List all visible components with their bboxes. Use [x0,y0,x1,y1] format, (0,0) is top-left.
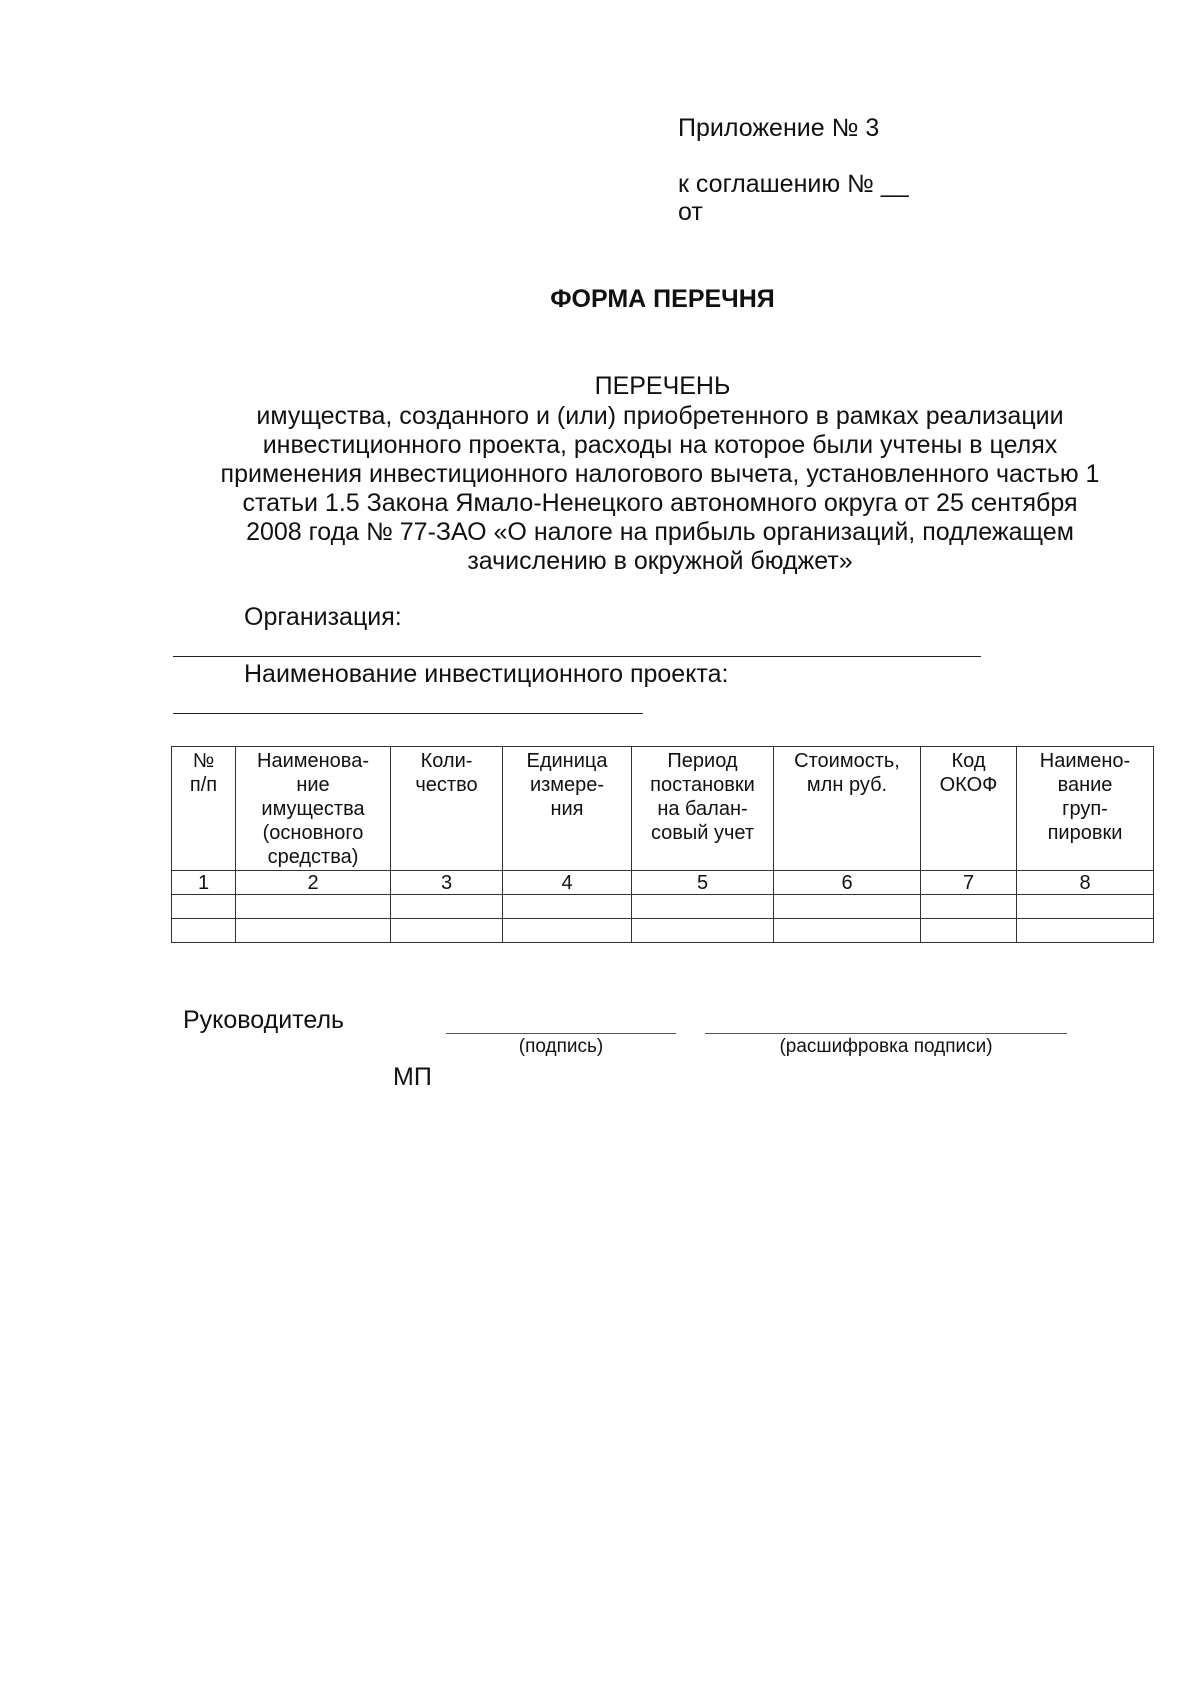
table-cell [391,895,503,919]
signer-label: Руководитель [183,1006,345,1034]
table-cell [172,919,236,943]
signature-caption: (подпись) [518,1036,604,1057]
agreement-reference [678,170,938,226]
description-line: статьи 1.5 Закона Ямало-Ненецкого автономного округа от 25 сентября [242,489,1078,517]
table-cell [774,895,921,919]
header-balance-period: Период постановки на балан- совый учет [632,747,774,871]
table-row [172,919,1154,943]
column-number: 5 [632,871,774,895]
header-number: № п/п [172,747,236,871]
table-row [172,895,1154,919]
appendix-label: Приложение № 3 [678,114,880,142]
description-line: инвестиционного проекта, расходы на которое были учтены в целях [262,431,1058,459]
description-line: 2008 года № 77-ЗАО «О налоге на прибыль организаций, подлежащем [246,518,1074,546]
table-cell [774,919,921,943]
table-cell [921,919,1017,943]
description-line: имущества, созданного и (или) приобретенного в рамках реализации [256,402,1064,430]
header-group-name: Наимено- вание груп- пировки [1017,747,1154,871]
column-number: 1 [172,871,236,895]
organization-label: Организация: [244,603,402,631]
form-title: ФОРМА ПЕРЕЧНЯ [550,285,775,313]
signature-decode-caption: (расшифровка подписи) [779,1036,993,1057]
assets-table [171,746,1154,943]
column-number: 8 [1017,871,1154,895]
list-heading: ПЕРЕЧЕНЬ [594,372,731,400]
description-line: применения инвестиционного налогового вычета, установленного частью 1 [220,460,1100,488]
column-number-row [172,871,1154,895]
column-number: 4 [503,871,632,895]
list-description [170,402,1150,576]
table-cell [1017,895,1154,919]
column-number: 6 [774,871,921,895]
table-cell [236,895,391,919]
column-number: 2 [236,871,391,895]
project-name-fill-line [173,713,643,714]
signature-decode-line [705,1033,1067,1034]
column-number: 3 [391,871,503,895]
header-unit: Единица измере- ния [503,747,632,871]
header-asset-name: Наименова- ние имущества (основного средства) [236,747,391,871]
agreement-number-line: к соглашению № __ [678,170,909,198]
table-header-row [172,747,1154,871]
column-number: 7 [921,871,1017,895]
description-line: зачислению в окружной бюджет» [467,547,853,575]
organization-fill-line [173,656,981,657]
header-cost: Стоимость, млн руб. [774,747,921,871]
table-cell [632,919,774,943]
signature-line [446,1033,676,1034]
table-cell [503,895,632,919]
table-cell [391,919,503,943]
table-cell [236,919,391,943]
table-cell [632,895,774,919]
header-okof-code: Код ОКОФ [921,747,1017,871]
table-cell [172,895,236,919]
table-cell [1017,919,1154,943]
stamp-placeholder: МП [393,1063,432,1091]
table-cell [503,919,632,943]
table-cell [921,895,1017,919]
header-quantity: Коли- чество [391,747,503,871]
project-name-label: Наименование инвестиционного проекта: [244,660,729,688]
agreement-date-line: от [678,198,703,226]
